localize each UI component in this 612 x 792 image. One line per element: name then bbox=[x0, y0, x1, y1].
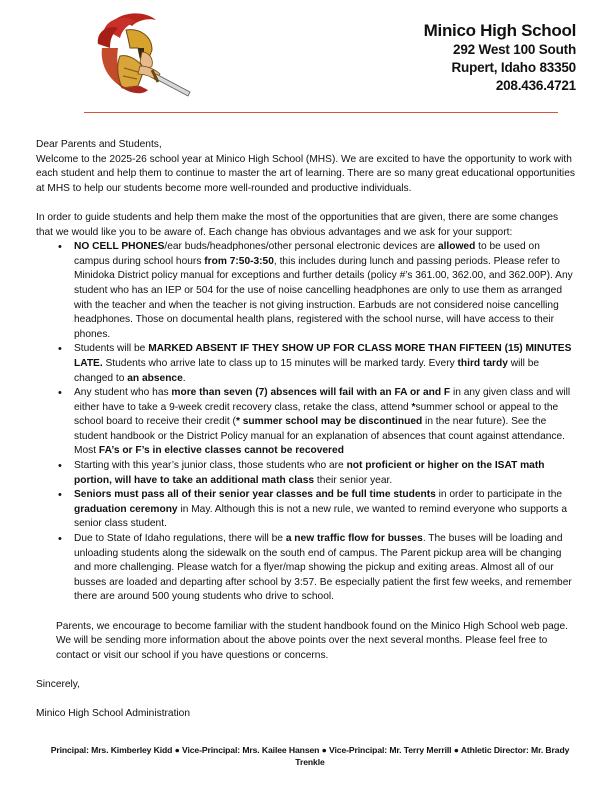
salutation: Dear Parents and Students, bbox=[36, 139, 162, 150]
school-contact-block bbox=[424, 20, 576, 95]
school-address-street: 292 West 100 South bbox=[453, 42, 576, 57]
signature: Minico High School Administration bbox=[36, 708, 191, 720]
staff-footer: Principal: Mrs. Kimberley Kidd ● Vice-Principal: Mrs. Kailee Hansen ● Vice-Principal: Mr. Terry Merrill ● Athletic Director: Mr. Brady Trenkle bbox=[50, 745, 570, 767]
spartan-warrior-icon bbox=[82, 8, 194, 100]
list-item-busses: • Due to State of Idaho regulations, there will be a new traffic flow for busses. The buses will be loading and unloading students along the sidewalk on the south end of campus. The Parent pickup area will be changing and more challenging. Please watch for a flyer/map showing the pickup and exiting areas. Almost all of our busses are loaded and departing after school by 3:57. Be especially patient the first few weeks, and remember there are around 500 young students who drive to school. bbox=[36, 532, 576, 605]
changes-list bbox=[36, 240, 576, 605]
school-phone: 208.436.4721 bbox=[495, 78, 576, 93]
list-item-isat-math: • Starting with this year’s junior class, those students who are not proficient or higher on the ISAT math portion, will have to take an additional math class their senior year. bbox=[36, 459, 576, 488]
header-divider bbox=[84, 112, 558, 113]
list-item-cell-phones: • NO CELL PHONES/ear buds/headphones/other personal electronic devices are allowed to be used on campus during school hours from 7:50-3:50, this includes during lunch and passing periods. Please refer to Minidoka District policy manual for exceptions and further details (policy #’s 361.00, 362.00, and 362.00P). Any student who has an IEP or 504 for the use of noise cancelling headphones are only to use them as arranged with the teacher and when the teacher is not giving instruction. Earbuds are not considered noise cancelling headphones. Those on documental health plans, registered with the school nurse, will have access to their phones. bbox=[36, 240, 576, 342]
list-item-tardy: • Students will be MARKED ABSENT IF THEY SHOW UP FOR CLASS MORE THAN FIFTEEN (15) MINUTES LATE. Students who arrive late to class up to 15 minutes will be marked tardy. Every third tardy will be changed to an absence. bbox=[36, 342, 576, 386]
intro-paragraph: Welcome to the 2025-26 school year at Minico High School (MHS). We are excited to have the opportunity to work with each student and help them to continue to master the art of learning. There are so many great educational opportunities at MHS to help our students become more well-rounded and productive individuals. bbox=[36, 153, 575, 194]
letter-body bbox=[36, 138, 576, 722]
school-address-city: Rupert, Idaho 83350 bbox=[451, 60, 576, 75]
school-name: Minico High School bbox=[423, 21, 576, 40]
list-item-seniors: • Seniors must pass all of their senior year classes and be full time students in order to participate in the graduation ceremony in May. Although this is not a new rule, we wanted to remind everyone who supports a senior class student. bbox=[36, 488, 576, 532]
list-item-absences: • Any student who has more than seven (7) absences will fail with an FA or and F in any given class and will either have to take a 9-week credit recovery class, retake the class, attend *summer school or appeal to the school board to receive their credit (* summer school may be discontinued in the near future). See the student handbook or the District Policy manual for an explanation of absences that count against attendance. Most FA’s or F’s in elective classes cannot be recovered bbox=[36, 386, 576, 459]
guide-paragraph: In order to guide students and help them make the most of the opportunities that are given, there are some changes that we would like you to be aware of. Each change has obvious advantages and we ask for your support: bbox=[36, 211, 559, 238]
sign-off: Sincerely, bbox=[36, 678, 80, 690]
closing-paragraph: Parents, we encourage to become familiar with the student handbook found on the Minico High School web page. We will be sending more information about the above points over the next several months. Please feel free to contact or visit our school if you have questions or concerns. bbox=[56, 620, 568, 661]
